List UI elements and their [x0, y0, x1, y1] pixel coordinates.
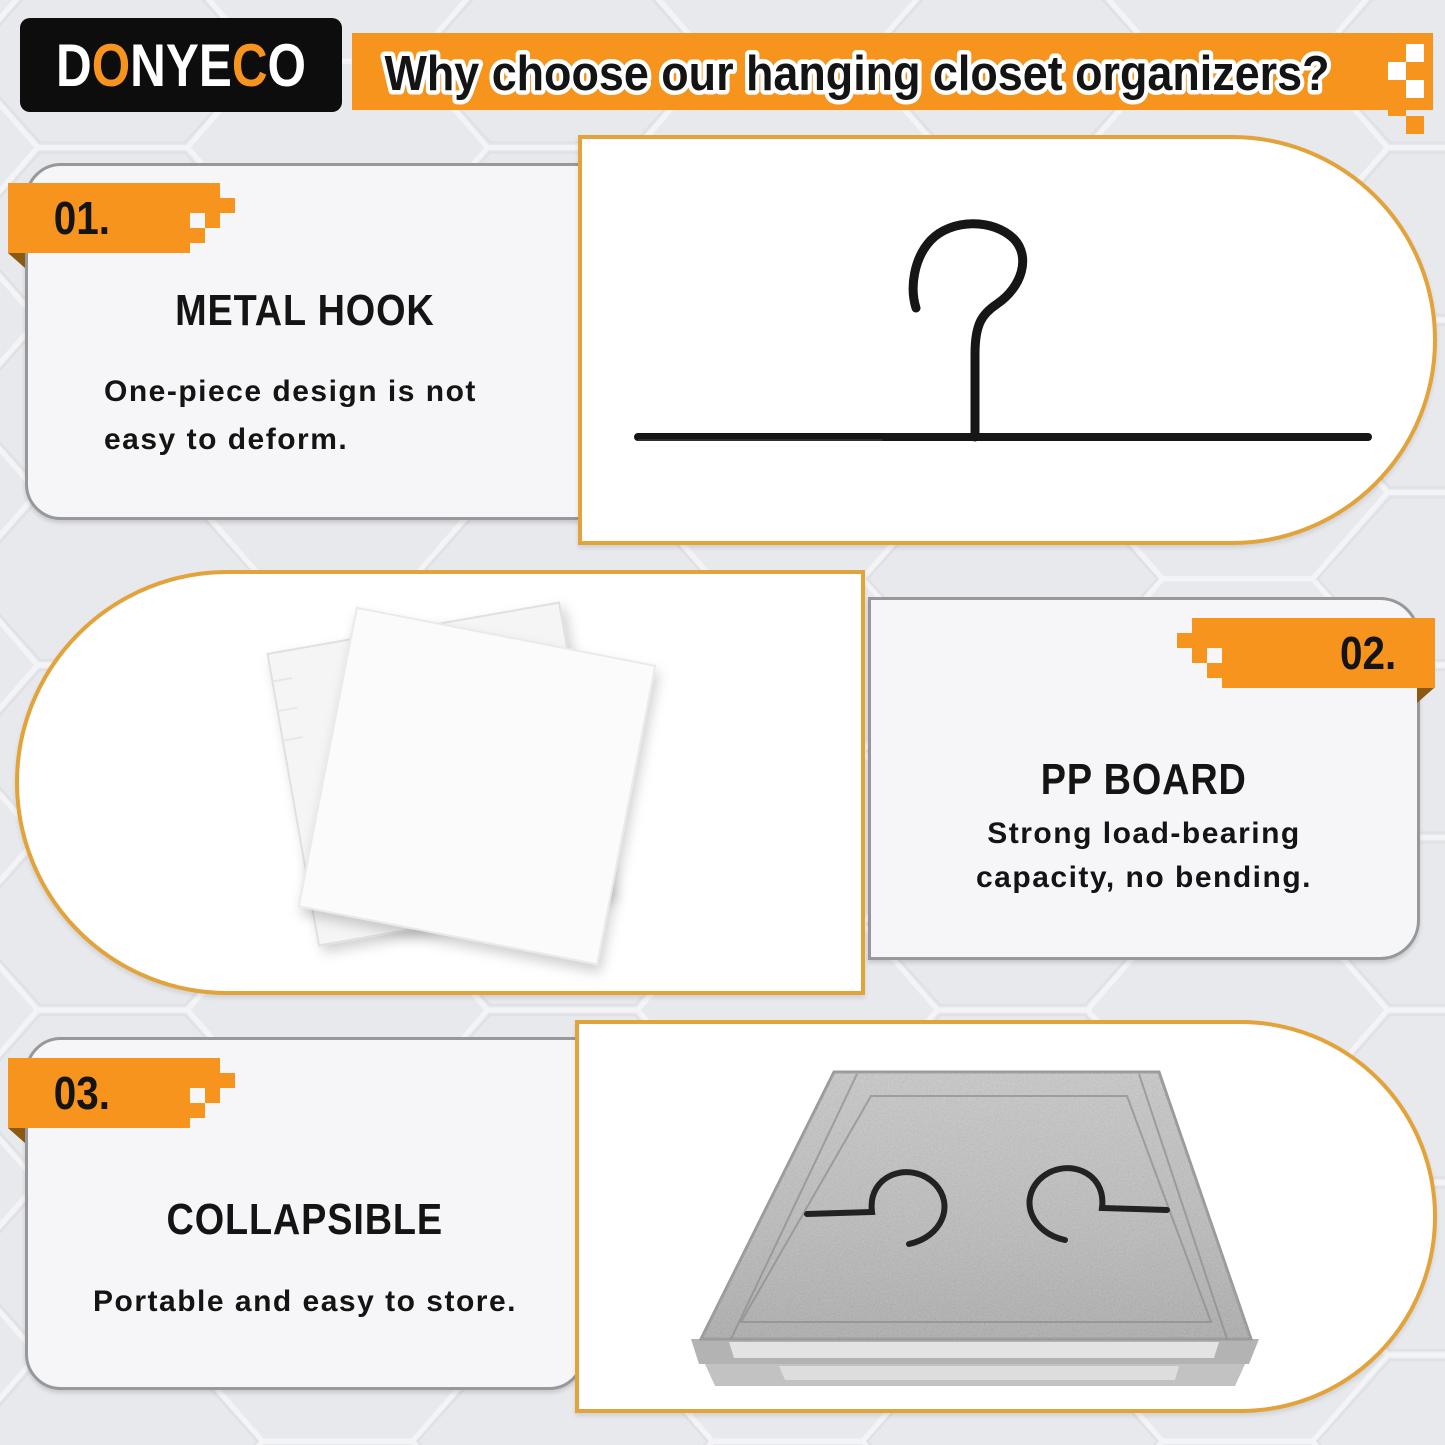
section-title: PP BOARD	[1041, 755, 1247, 804]
checker-decoration	[190, 183, 235, 253]
section-title: METAL HOOK	[175, 286, 435, 335]
fabric-organizer-panel	[575, 1020, 1437, 1413]
metal-hook-panel	[578, 135, 1437, 545]
tab-number: 03.	[53, 1067, 111, 1119]
section-number-tab-03	[8, 1058, 190, 1128]
banner-checker-decoration	[1352, 40, 1444, 160]
pp-board-panel	[15, 570, 865, 995]
section-number-tab-01	[8, 183, 190, 253]
section-title: COLLAPSIBLE	[166, 1195, 444, 1244]
section-description: Strong load-bearing capacity, no bending.	[976, 817, 1312, 894]
section-description: One-piece design is not easy to deform.	[104, 375, 477, 456]
fabric-organizer-photo	[579, 1024, 1433, 1409]
headline-banner	[352, 33, 1433, 110]
checker-decoration	[1177, 618, 1222, 688]
section-description: Portable and easy to store.	[93, 1285, 517, 1318]
svg-text:Why choose our hanging closet: Why choose our hanging closet organizers?	[384, 47, 1330, 101]
tab-number: 02.	[1340, 627, 1397, 679]
tab-number: 01.	[53, 192, 111, 244]
section-number-tab-02	[1222, 618, 1435, 688]
metal-hook-photo	[582, 139, 1433, 541]
banner-title	[352, 33, 1433, 110]
brand-logo	[20, 18, 342, 112]
brand-logo-text	[20, 18, 342, 112]
pp-board-photo	[19, 574, 861, 991]
checker-decoration	[190, 1058, 235, 1128]
svg-text:DONYECO: DONYECO	[56, 32, 315, 99]
